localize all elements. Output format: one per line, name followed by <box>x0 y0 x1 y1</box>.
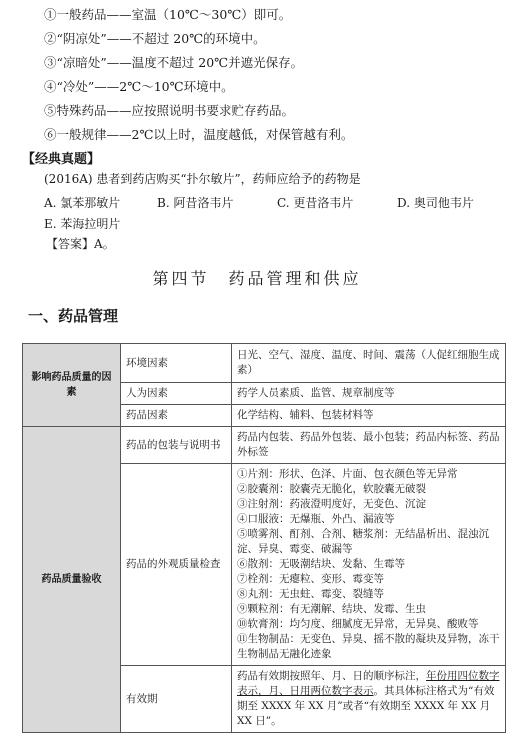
list-item: ⑥散剂：无吸潮结块、发黏、生霉等 <box>237 558 405 570</box>
factor-desc: 日光、空气、湿度、温度、时间、震荡（人促红细胞生成素） <box>232 344 506 383</box>
storage-rule: ①一般药品——室温（10℃～30℃）即可。 <box>44 7 292 22</box>
factor-desc: 药学人员素质、监管、规章制度等 <box>232 383 506 405</box>
list-item: ①片剂：形状、色泽、片面、包衣颜色等无异常 <box>237 468 458 480</box>
appearance-list-cell <box>232 464 506 666</box>
list-item: ③注射剂：药液澄明度好，无变色、沉淀 <box>237 498 426 510</box>
expiry-desc <box>232 666 506 733</box>
section-title: 第四节 药品管理和供应 <box>152 269 362 288</box>
appearance-list <box>237 467 500 662</box>
check-name: 有效期 <box>121 666 232 733</box>
exam-question: (2016A) 患者到药店购买“扑尔敏片”，药师应给予的药物是 <box>44 172 361 186</box>
storage-rule: ④“冷处”——2℃～10℃环境中。 <box>44 79 234 94</box>
list-item: ⑪生物制品：无变色、异臭、摇不散的凝块及异物，冻干生物制品无融化迹象 <box>237 633 500 660</box>
list-item: ⑦栓剂：无瘪粒、变形、霉变等 <box>237 573 384 585</box>
factor-name: 人为因素 <box>121 383 232 405</box>
exam-option: B. 阿昔洛韦片 <box>157 196 234 210</box>
exam-option: E. 苯海拉明片 <box>44 217 121 231</box>
category-cell: 影响药品质量的因素 <box>23 344 121 427</box>
list-item: ②胶囊剂：胶囊壳无脆化，软胶囊无破裂 <box>237 483 426 495</box>
subsection-title: 一、药品管理 <box>28 307 119 325</box>
list-item: ⑨颗粒剂：有无潮解、结块、发霉、生虫 <box>237 603 426 615</box>
table-row <box>23 427 506 464</box>
list-item: ⑧丸剂：无虫蛀、霉变、裂缝等 <box>237 588 384 600</box>
check-desc: 药品内包装、药品外包装、最小包装；药品内标签、药品外标签 <box>232 427 506 464</box>
table-row <box>23 344 506 383</box>
exam-option: C. 更昔洛韦片 <box>277 196 354 210</box>
list-item: ⑤喷雾剂、酊剂、合剂、糖浆剂：无结晶析出、混浊沉淀、异臭、霉变、破漏等 <box>237 528 489 555</box>
check-name: 药品的包装与说明书 <box>121 427 232 464</box>
exam-option: D. 奥司他韦片 <box>397 196 474 210</box>
list-item: ⑩软膏剂：均匀度、细腻度无异常，无异臭、酸败等 <box>237 618 479 630</box>
factor-name: 环境因素 <box>121 344 232 383</box>
drug-management-table <box>22 343 506 733</box>
storage-rule: ③“凉暗处”——温度不超过 20℃并遮光保存。 <box>44 55 304 70</box>
factor-name: 药品因素 <box>121 405 232 427</box>
check-name: 药品的外观质量检查 <box>121 464 232 666</box>
expiry-text: 药品有效期按照年、月、日的顺序标注， <box>237 670 426 682</box>
exam-answer: 【答案】A。 <box>46 237 115 251</box>
storage-rule: ⑥一般规律——2℃以上时，温度越低，对保管越有利。 <box>44 127 354 142</box>
exam-option: A. 氯苯那敏片 <box>44 196 121 210</box>
list-item: ④口服液：无爆瓶、外凸、漏液等 <box>237 513 395 525</box>
storage-rule: ⑤特殊药品——应按照说明书要求贮存药品。 <box>44 103 295 118</box>
expiry-format-text: 。其具体标注格式为“有效期至 XXXX 年 XX 月”或者“有效期至 XXXX 年 XX 月 XX 日”。 <box>237 685 495 727</box>
storage-rule: ②“阴凉处”——不超过 20℃的环境中。 <box>44 31 266 46</box>
exam-header: 【经典真题】 <box>22 152 101 167</box>
category-cell: 药品质量验收 <box>23 427 121 733</box>
expiry-underlined-text: 年份用四位数字表示，月、日用两位数字表示 <box>237 670 500 697</box>
factor-desc: 化学结构、辅料、包装材料等 <box>232 405 506 427</box>
